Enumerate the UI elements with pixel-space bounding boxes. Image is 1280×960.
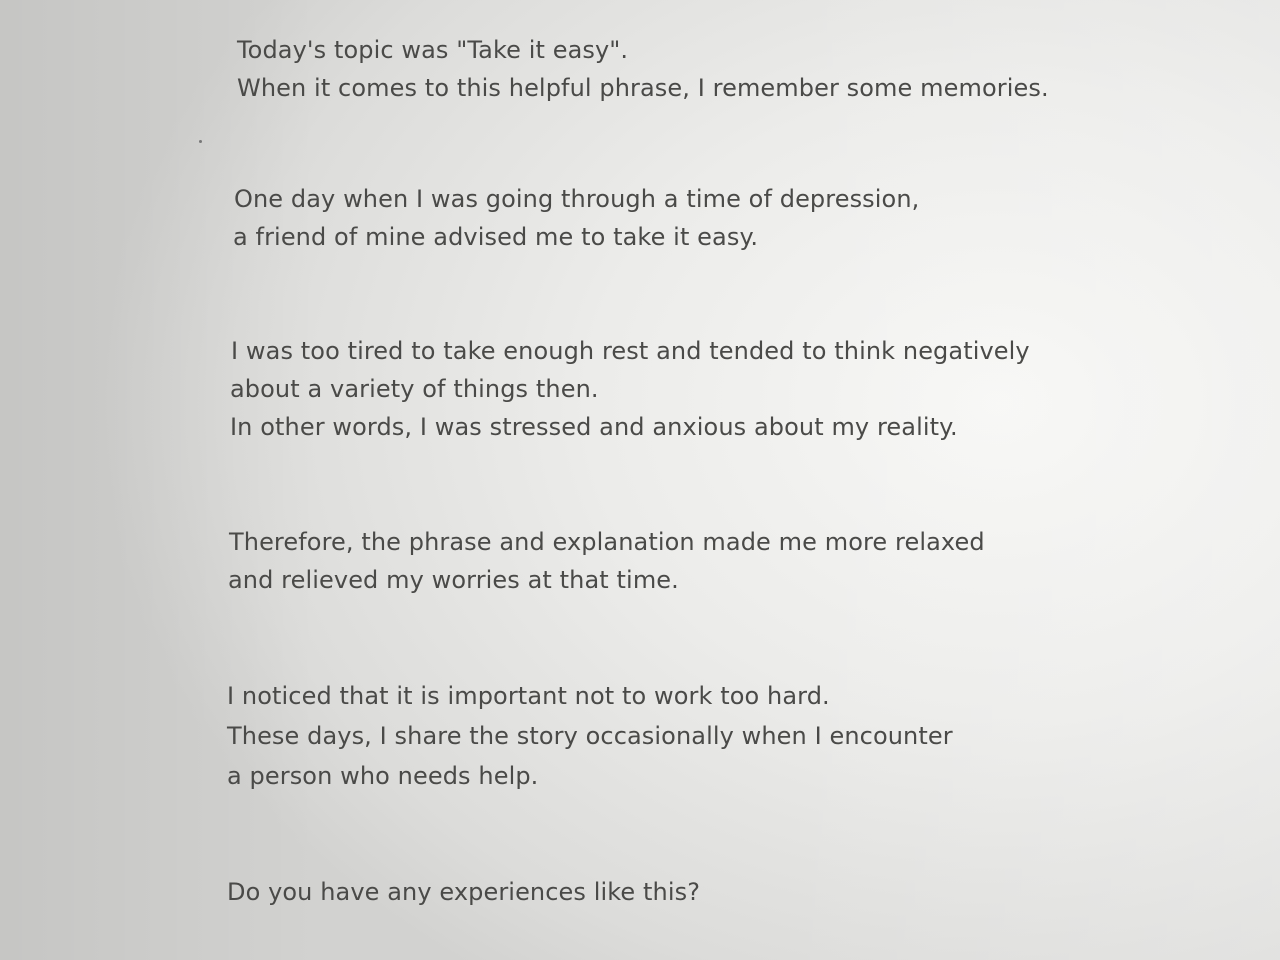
paragraph-3-line-1: I was too tired to take enough rest and tended to think negatively [231, 337, 1030, 365]
paragraph-3-line-2: about a variety of things then. [230, 375, 599, 403]
paragraph-6-line-1: Do you have any experiences like this? [227, 878, 701, 906]
paragraph-1-line-2: When it comes to this helpful phrase, I remember some memories. [237, 74, 1049, 102]
paragraph-5-line-1: I noticed that it is important not to work too hard. [227, 682, 830, 710]
paragraph-2-line-2: a friend of mine advised me to take it easy. [233, 223, 759, 251]
paragraph-1-line-1: Today's topic was "Take it easy". [237, 36, 629, 64]
screen-speck [199, 140, 202, 143]
paragraph-4-line-2: and relieved my worries at that time. [228, 566, 679, 594]
paragraph-2-line-1: One day when I was going through a time of depression, [234, 185, 920, 213]
paragraph-3-line-3: In other words, I was stressed and anxious about my reality. [230, 413, 958, 441]
paragraph-4-line-1: Therefore, the phrase and explanation made me more relaxed [229, 528, 985, 556]
paragraph-5-line-3: a person who needs help. [227, 762, 539, 790]
paragraph-5-line-2: These days, I share the story occasionally when I encounter [227, 722, 953, 750]
